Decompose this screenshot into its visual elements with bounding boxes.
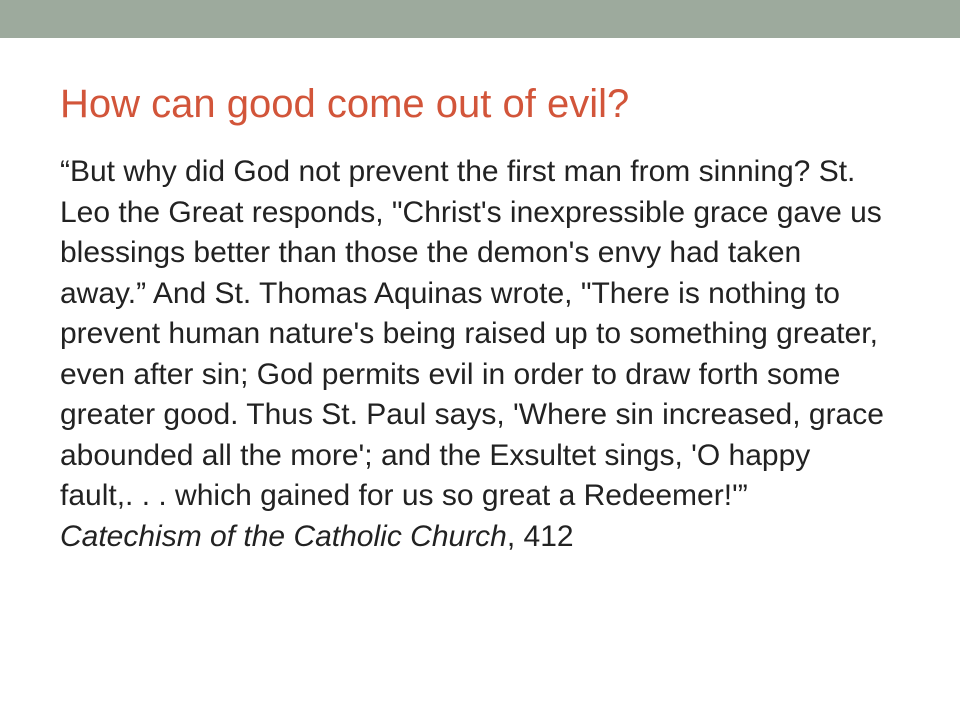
- top-accent-bar: [0, 0, 960, 38]
- slide-title: How can good come out of evil?: [60, 82, 630, 126]
- citation-paragraph-number: 412: [523, 519, 574, 553]
- citation-source: Catechism of the Catholic Church: [60, 519, 507, 553]
- slide-body-text: “But why did God not prevent the first man from sinning? St. Leo the Great responds, "Christ's inexpressible grace gave us blessings better than those the demon's envy had taken away.” And St. Thomas Aquinas wrote, "There is nothing to prevent human nature's being raised up to something greater, even after sin; God permits evil in order to draw forth some greater good. Thus St. Paul says, 'Where sin increased, grace abounded all the more'; and the Exsultet sings, 'O happy fault,. . . which gained for us so great a Redeemer!'” Catechism of the Catholic Church, 412: [60, 155, 884, 553]
- quote-text: “But why did God not prevent the first man from sinning? St. Leo the Great responds, "Christ's inexpressible grace gave us blessings better than those the demon's envy had taken away.” And St. Thomas Aquinas wrote, "There is nothing to prevent human nature's being raised up to something greater, even after sin; God permits evil in order to draw forth some greater good. Thus St. Paul says, 'Where sin increased, grace abounded all the more'; and the Exsultet sings, 'O happy fault,. . . which gained for us so great a Redeemer!'”: [60, 155, 884, 512]
